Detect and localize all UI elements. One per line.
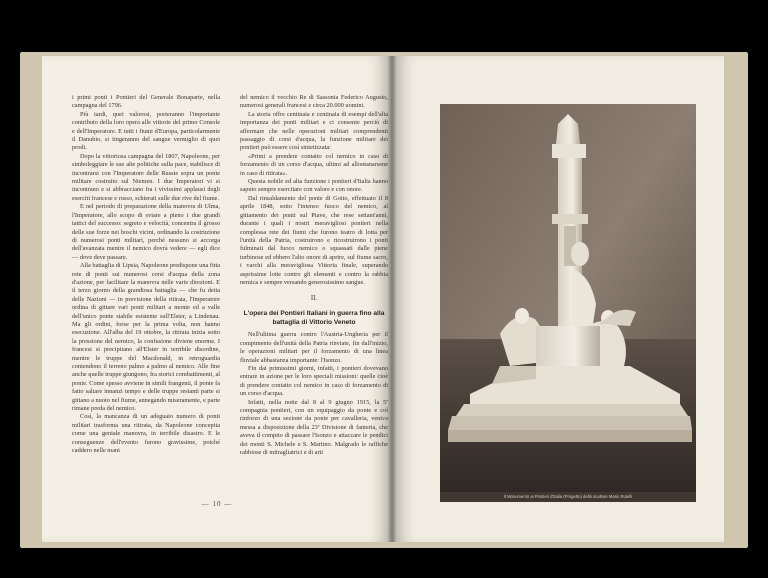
paragraph: Più tardi, quei valorosi, porteranno l'importante contributo della loro opera alle vittorie del primo Console e dell'Imperatore. E tutti i fiumi d'Europa, particolarmente il Danubio, si tingeranno del sangue vermiglio di quei prodi. [72, 110, 220, 152]
paragraph: Dopo la vittoriosa campagna del 1807, Napoleone, per simboleggiare le sue alte politiche sulla pace, stabilisce di incontrarsi con l'Imperatore delle Russie sopra un ponte militare costruito sul Niemen. I due Imperatori vi si incontrano e si abbracciano fra i vivissimi applausi degli eserciti francese e russo, schierati sulle due rive del fiume. [72, 152, 220, 202]
left-page [42, 56, 392, 542]
paragraph: Infatti, nella notte dal 8 al 9 giugno 1915, la 5ª compagnia pontieri, con un equipaggio da ponte e col rinforzo di una sezione da ponte per cavalleria, veniva messa a disposizione della 23ª Divisione di fanteria, che aveva il compito di passare l'Isonzo e attaccare le pendici dei monti S. Michele e S. Martino. Malgrado le raffiche rabbiose di mitragliatrici e di arti [240, 398, 388, 457]
paragraph: Questa nobile ed alta funzione i pontieri d'Italia hanno saputo sempre esercitare con valore e con onore. [240, 178, 388, 194]
paragraph: Alla battaglia di Lipsia, Napoleone predispone una fitta rete di ponti sui numerosi corsi d'acqua della zona d'azione, per facilitare la manovra nelle varie direzioni. E il terzo giorno della grandiosa battaglia — che fu detta delle Nazioni — in previsione della ritirata, l'Imperatore ordina di gittare vari ponti militari a monte ed a valle dell'unico ponte stabile esistente sull'Elster, a Lindenau. Ma gli ordini, forse per la prima volta, non hanno esecuzione. All'alba del 19 ottobre, la ritirata inizia sotto la pressione del nemico, la confusione diviene enorme. I francesi si precipitano all'Elster in terribile disordine, mentre le truppe del Macdonald, in retroguardia contendono il terreno palmo a palmo al nemico. Alle fine anche quelle truppe giungono, fra storici combattimenti, al ponte. Come spesso avviene in simili frangenti, il ponte fa fatto saltare innanzi tempo e delle truppe restanti parte si gittano a nuoto nel fiume, annegando miseramente, e parte rimane preda del nemico. [72, 262, 220, 413]
section-title: L'opera dei Pontieri Italiani in guerra fino alla battaglia di Vittorio Veneto [243, 309, 385, 326]
photo-caption: Il Monumento ai Pontieri d'Italia (Progetto) dello scultore Mario Rutelli [440, 492, 696, 502]
section-number: II. [310, 295, 318, 303]
paragraph: La storia offre centinaia e centinaia di esempi dell'alta importanza dei ponti militari e ci consente perciò di affermare che nelle operazioni militari comprendenti passaggio di corsi d'acqua, la funzione militare dei pontieri può essere così sintetizzata: [240, 110, 388, 152]
text-column-2 [240, 94, 388, 457]
paragraph: Così, la mancanza di un adeguato numero di ponti militari trasforma una ritirata, da Napoleone concepita come una geniale manovra, in terribile disastro. E le conseguenze dell'evento furono gravissime, poiché caddero nelle mani [72, 413, 220, 455]
right-page [392, 56, 724, 542]
paragraph: Fin dai primissimi giorni, infatti, i pontieri dovevano entrare in azione per le loro speciali missioni: quelle cioè di prendere contatto col nemico in caso di forzamento di un corso d'acqua. [240, 364, 388, 398]
monument-photo-frame [440, 104, 696, 502]
monument-photo [440, 104, 696, 492]
text-column-1 [72, 94, 220, 455]
paragraph: Nell'ultima guerra contro l'Austria-Ungheria per il compimento dell'unità della Patria rinviate, fin dall'inizio, le operazioni militari per il forzamento di una linea fluviale abbastanza importante: l'Isonzo. [240, 331, 388, 364]
open-book [20, 48, 748, 548]
paragraph: i primi ponti i Pontieri del Generale Bonaparte, nella campagna del 1796. [72, 94, 220, 110]
page-number: — 10 — [201, 500, 233, 508]
paragraph: del nemico il vecchio Re di Sassonia Federico Augusto, numerosi generali francesi e circa 20.000 uomini. [240, 94, 388, 110]
paragraph: E nel periodo di preparazione della manovra di Ulma, l'Imperatore, allo scopo di sviare a pieno i due grandi tattici del successo: segreto e velocità, concentra il grosso delle sue forze nei boschi vicini, ordinando la costruzione di numerosi ponti militari, perché nessuno si accorga dell'avanzata mentre il nemico dovrà vedere — egli dice — dove deve passare. [72, 203, 220, 261]
paragraph: Dal rinsaldamento del ponte di Goito, effettuato il 8 aprile 1848, sotto l'intenso fuoco del nemico, al gittamento dei ponti sul Piave, che rese settant'anni, durante i quali i nostri meravigliosi pontieri nella complessa rete dei fiumi che furono teatro di lotta per l'unità della Patria, costruirono e ricostruirono i ponti fulminati dal fuoco nemico o squassati dalle piene turbinose ed ebbero l'alto onore di aprire, sul fiume sacro, i varchi alla meravigliosa Vittoria finale, superando asprissime lotte contro gli elementi e contro la rabbia nemica e sempre versando generosissimo sangue. [240, 194, 388, 286]
book-gutter [388, 56, 396, 542]
quote: «Primi a prendere contatto col nemico in caso di forzamento di un corso d'acqua, ultimi ad allontanarsene in caso di ritirata». [240, 152, 388, 177]
